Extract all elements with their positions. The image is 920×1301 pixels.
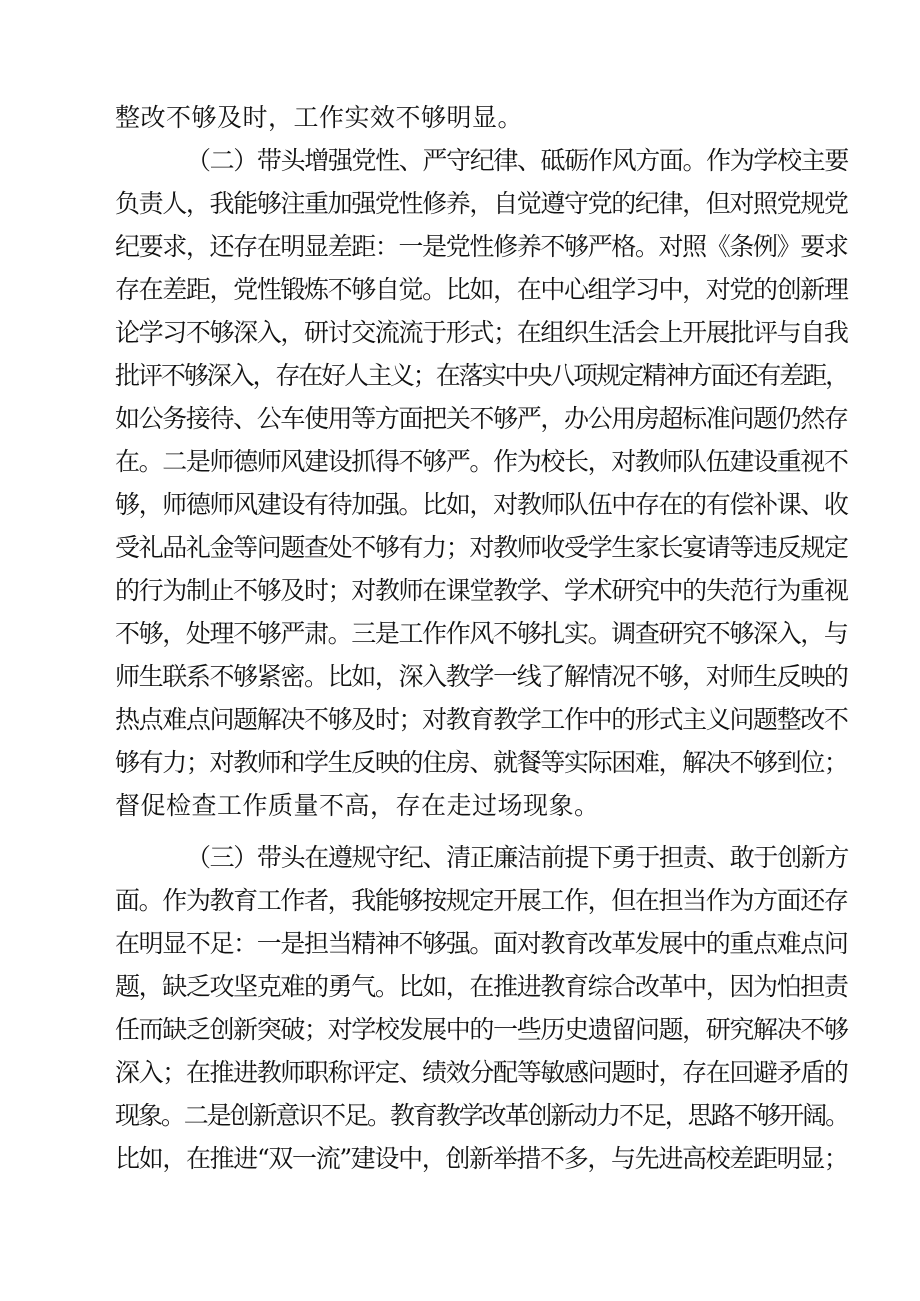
text-line: 的行为制止不够及时；对教师在课堂教学、学术研究中的失范行为重视	[115, 576, 848, 605]
text-line: 面。作为教育工作者，我能够按规定开展工作，但在担当作为方面还存	[115, 886, 848, 915]
section-heading-line: （三）带头在遵规守纪、清正廉洁前提下勇于担责、敢于创新方	[186, 843, 849, 872]
text-line: 批评不够深入，存在好人主义；在落实中央八项规定精神方面还有差距，	[115, 361, 849, 390]
text-line: 受礼品礼金等问题查处不够有力；对教师收受学生家长宴请等违反规定	[115, 533, 848, 562]
text-line: 够有力；对教师和学生反映的住房、就餐等实际困难，解决不够到位；	[115, 748, 848, 777]
text-line: 如公务接待、公车使用等方面把关不够严，办公用房超标准问题仍然存	[115, 404, 848, 433]
text-line: 督促检查工作质量不高，存在走过场现象。	[115, 791, 600, 820]
text-line: 论学习不够深入，研讨交流流于形式；在组织生活会上开展批评与自我	[115, 318, 848, 347]
text-line: 现象。二是创新意识不足。教育教学改革创新动力不足，思路不够开阔。	[115, 1101, 849, 1130]
text-line: 纪要求，还存在明显差距：一是党性修养不够严格。对照《条例》要求	[115, 232, 848, 261]
text-line: 深入；在推进教师职称评定、绩效分配等敏感问题时，存在回避矛盾的	[115, 1058, 848, 1087]
text-line: 热点难点问题解决不够及时；对教育教学工作中的形式主义问题整改不	[115, 705, 848, 734]
text-line: 在。二是师德师风建设抓得不够严。作为校长，对教师队伍建设重视不	[115, 447, 848, 476]
text-line: 够，师德师风建设有待加强。比如，对教师队伍中存在的有偿补课、收	[115, 490, 848, 519]
text-line: 在明显不足：一是担当精神不够强。面对教育改革发展中的重点难点问	[115, 929, 848, 958]
text-line: 整改不够及时，工作实效不够明显。	[115, 103, 524, 132]
text-line: 题，缺乏攻坚克难的勇气。比如，在推进教育综合改革中，因为怕担责	[115, 972, 848, 1001]
text-line: 存在差距，党性锻炼不够自觉。比如，在中心组学习中，对党的创新理	[115, 275, 848, 304]
section-heading-line: （二）带头增强党性、严守纪律、砥砺作风方面。作为学校主要	[186, 146, 849, 175]
text-line: 比如，在推进“双一流”建设中，创新举措不多，与先进高校差距明显；	[115, 1144, 848, 1173]
text-line: 任而缺乏创新突破；对学校发展中的一些历史遗留问题，研究解决不够	[115, 1015, 848, 1044]
text-line: 不够，处理不够严肃。三是工作作风不够扎实。调查研究不够深入，与	[115, 619, 848, 648]
text-line: 师生联系不够紧密。比如，深入教学一线了解情况不够，对师生反映的	[115, 662, 848, 691]
text-line: 负责人，我能够注重加强党性修养，自觉遵守党的纪律，但对照党规党	[115, 189, 848, 218]
